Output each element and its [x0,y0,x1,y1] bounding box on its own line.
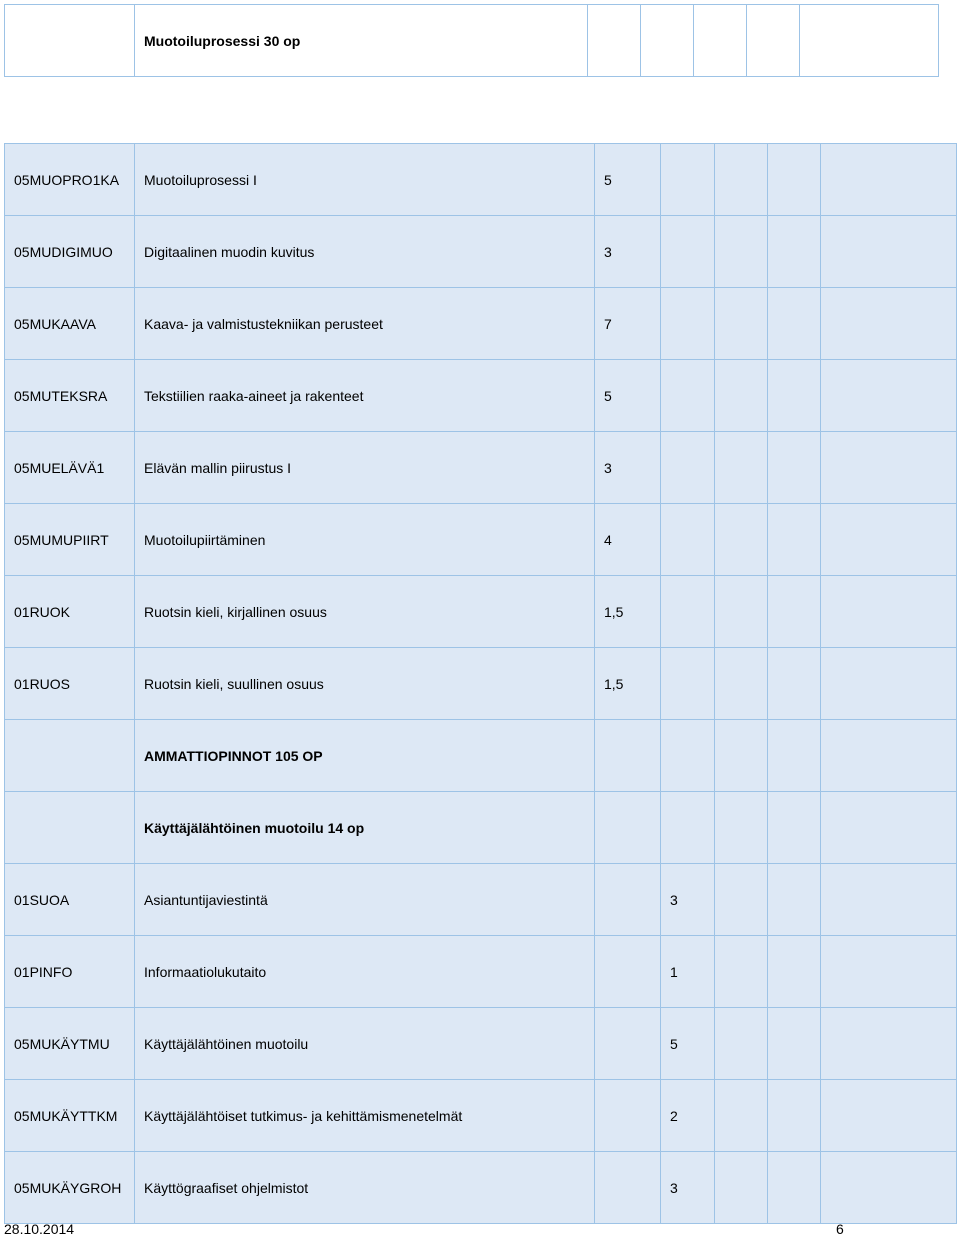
header-empty-cell [694,5,747,77]
course-code: 05MUKÄYGROH [5,1152,135,1224]
course-name: Muotoiluprosessi I [135,144,595,216]
empty-cell [768,360,821,432]
empty-cell [595,720,661,792]
empty-cell [821,936,957,1008]
course-name: Asiantuntijaviestintä [135,864,595,936]
empty-cell [821,648,957,720]
empty-cell [768,648,821,720]
empty-cell [595,936,661,1008]
header-row [5,5,939,77]
course-credits: 1,5 [595,648,661,720]
empty-cell [821,720,957,792]
empty-cell [768,216,821,288]
course-credits: 4 [595,504,661,576]
empty-cell [5,720,135,792]
empty-cell [821,1152,957,1224]
course-name: Kaava- ja valmistustekniikan perusteet [135,288,595,360]
empty-cell [715,864,768,936]
table-row [5,432,957,504]
empty-cell [715,216,768,288]
course-code: 05MUKAAVA [5,288,135,360]
section-heading: Käyttäjälähtöinen muotoilu 14 op [135,792,595,864]
course-name: Digitaalinen muodin kuvitus [135,216,595,288]
course-credits: 3 [595,216,661,288]
table-row [5,576,957,648]
empty-cell [821,576,957,648]
empty-cell [661,720,715,792]
section-heading-row [5,792,957,864]
empty-cell [821,1008,957,1080]
empty-cell [768,576,821,648]
table-row [5,1080,957,1152]
empty-cell [821,360,957,432]
empty-cell [768,1152,821,1224]
empty-cell [768,936,821,1008]
table-row [5,864,957,936]
course-code: 05MUELÄVÄ1 [5,432,135,504]
course-table-body [5,144,957,1224]
empty-cell [715,360,768,432]
empty-cell [595,792,661,864]
empty-cell [715,1008,768,1080]
table-row [5,648,957,720]
empty-cell [661,792,715,864]
empty-cell [768,720,821,792]
empty-cell [821,1080,957,1152]
empty-cell [715,1080,768,1152]
empty-cell [715,288,768,360]
course-credits: 1 [661,936,715,1008]
empty-cell [661,288,715,360]
course-credits: 5 [661,1008,715,1080]
empty-cell [661,504,715,576]
empty-cell [768,288,821,360]
course-name: Muotoilupiirtäminen [135,504,595,576]
header-empty-cell [5,5,135,77]
empty-cell [661,576,715,648]
course-code: 05MUMUPIIRT [5,504,135,576]
course-name: Tekstiilien raaka-aineet ja rakenteet [135,360,595,432]
course-name: Käyttögraafiset ohjelmistot [135,1152,595,1224]
course-name: Ruotsin kieli, kirjallinen osuus [135,576,595,648]
empty-cell [821,288,957,360]
section-heading-row [5,720,957,792]
empty-cell [661,360,715,432]
course-name: Ruotsin kieli, suullinen osuus [135,648,595,720]
empty-cell [661,432,715,504]
course-credits: 3 [595,432,661,504]
empty-cell [821,792,957,864]
empty-cell [715,576,768,648]
table-row [5,504,957,576]
header-table [4,4,939,77]
empty-cell [768,1008,821,1080]
empty-cell [715,504,768,576]
empty-cell [768,144,821,216]
empty-cell [768,792,821,864]
course-credits: 7 [595,288,661,360]
empty-cell [821,432,957,504]
table-row [5,216,957,288]
course-credits: 2 [661,1080,715,1152]
course-credits: 3 [661,864,715,936]
course-credits: 5 [595,144,661,216]
header-empty-cell [588,5,641,77]
course-credits: 1,5 [595,576,661,648]
empty-cell [715,144,768,216]
empty-cell [715,792,768,864]
course-credits: 3 [661,1152,715,1224]
empty-cell [821,864,957,936]
course-code: 01RUOK [5,576,135,648]
empty-cell [768,864,821,936]
course-credits: 5 [595,360,661,432]
table-row [5,1008,957,1080]
empty-cell [595,1152,661,1224]
table-row [5,360,957,432]
footer-date: 28.10.2014 [4,1221,75,1237]
empty-cell [768,504,821,576]
course-code: 05MUTEKSRA [5,360,135,432]
course-name: Elävän mallin piirustus I [135,432,595,504]
empty-cell [821,504,957,576]
empty-cell [715,432,768,504]
course-name: Käyttäjälähtöinen muotoilu [135,1008,595,1080]
course-code: 01SUOA [5,864,135,936]
course-code: 05MUDIGIMUO [5,216,135,288]
empty-cell [595,1008,661,1080]
empty-cell [715,720,768,792]
empty-cell [595,1080,661,1152]
course-code: 01RUOS [5,648,135,720]
header-empty-cell [800,5,939,77]
course-code: 01PINFO [5,936,135,1008]
empty-cell [768,432,821,504]
header-empty-cell [747,5,800,77]
empty-cell [821,144,957,216]
course-name: Informaatiolukutaito [135,936,595,1008]
empty-cell [715,1152,768,1224]
course-name: Käyttäjälähtöiset tutkimus- ja kehittämismenetelmät [135,1080,595,1152]
empty-cell [595,864,661,936]
table-row [5,1152,957,1224]
course-table [4,143,957,1224]
empty-cell [715,936,768,1008]
footer-page-number: 6 [836,1221,844,1237]
course-code: 05MUOPRO1KA [5,144,135,216]
table-row [5,288,957,360]
empty-cell [768,1080,821,1152]
course-code: 05MUKÄYTTKM [5,1080,135,1152]
empty-cell [661,144,715,216]
empty-cell [821,216,957,288]
section-heading: AMMATTIOPINNOT 105 OP [135,720,595,792]
empty-cell [715,648,768,720]
header-empty-cell [641,5,694,77]
empty-cell [661,216,715,288]
course-code: 05MUKÄYTMU [5,1008,135,1080]
table-row [5,144,957,216]
section-title: Muotoiluprosessi 30 op [135,5,588,77]
table-row [5,936,957,1008]
empty-cell [5,792,135,864]
empty-cell [661,648,715,720]
